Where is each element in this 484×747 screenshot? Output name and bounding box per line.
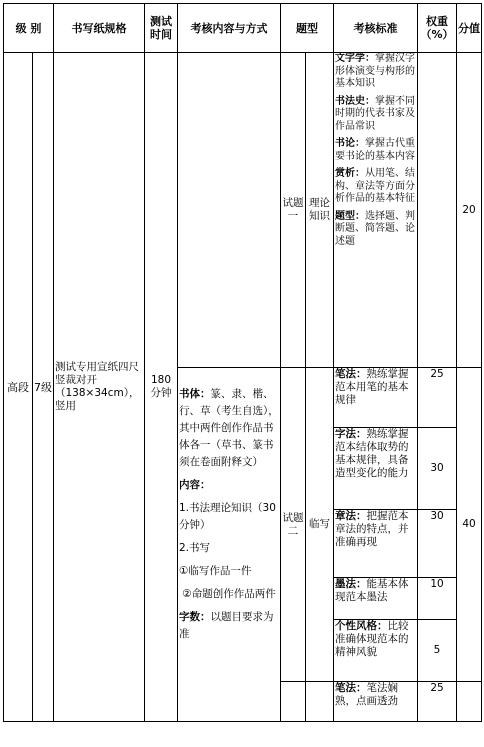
weight-cell: 25 [418,368,457,428]
content-label: 内容： [179,479,211,491]
content-method-cell [178,368,281,722]
content-item: ①临写作品一件 [179,565,252,577]
question-cell [281,682,306,722]
standard-item: 题型：选择题、判断题、简答题、论述题 [335,210,415,247]
header-standard: 考核标准 [334,4,418,53]
type-cell [306,682,334,722]
weight-cell: 30 [418,428,457,510]
level-cell: 高段 [4,53,33,722]
table-row [4,53,482,368]
weight-cell: 5 [418,620,457,682]
weight-cell: 30 [418,510,457,578]
standard-item: 字法：熟练掌握范本结体取势的基本规律，具备造型变化的能力 [334,428,418,510]
weight-cell: 25 [418,682,457,722]
content-count: 字数：以题目要求为准 [179,611,274,640]
standard-cell [334,53,418,368]
question-cell: 试题一 [281,53,306,368]
standard-item: 书论：掌握古代重要书论的基本内容 [335,138,415,162]
type-cell: 理论知识 [306,53,334,368]
header-paper-spec: 书写纸规格 [54,4,145,53]
header-question-type: 题型 [281,4,334,53]
content-item: 2.书写 [179,542,211,554]
standard-item: 笔法：笔法娴熟，点画透劲 [334,682,418,722]
weight-cell: 10 [418,578,457,620]
type-cell: 临写 [306,368,334,682]
header-weight: 权重（%） [418,4,457,53]
standard-item: 墨法：能基本体现范本墨法 [334,578,418,620]
test-time-cell: 180分钟 [145,53,178,722]
content-font: 书体：篆、隶、楷、行、草（考生自选），其中两件创作作品书体各一（草书、篆书须在卷面附释文） [179,388,279,468]
header-level: 级 别 [4,4,54,53]
exam-standards-table [3,3,482,722]
header-row [4,4,482,53]
standard-item: 书法史：掌握不同时期的代表书家及作品常识 [335,95,415,132]
standard-item: 个性风格：比较准确体现范本的精神风貌 [334,620,418,682]
standard-item: 章法：把握范本章法的特点，并准确再现 [334,510,418,578]
score-cell [457,682,482,722]
content-item: ②命题创作作品两件 [182,588,276,600]
header-test-time: 测试时间 [145,4,178,53]
sublevel-cell: 7级 [33,53,54,722]
header-content-method: 考核内容与方式 [178,4,281,53]
paper-spec-cell: 测试专用宣纸四尺竖裁对开（138×34cm），竖用 [54,53,145,722]
question-cell: 试题二 [281,368,306,682]
standard-item: 文字学：掌握汉字形体演变与构形的基本知识 [335,53,415,89]
weight-cell [418,53,457,368]
content-empty-cell [178,53,281,368]
score-cell: 40 [457,368,482,682]
standard-item: 赏析：从用笔、结构、章法等方面分析作品的基本特征 [335,168,415,204]
standard-item: 笔法：熟练掌握范本用笔的基本规律 [334,368,418,428]
header-score: 分值 [457,4,482,53]
score-cell: 20 [457,53,482,368]
content-item: 1.书法理论知识（30分钟） [179,502,276,531]
